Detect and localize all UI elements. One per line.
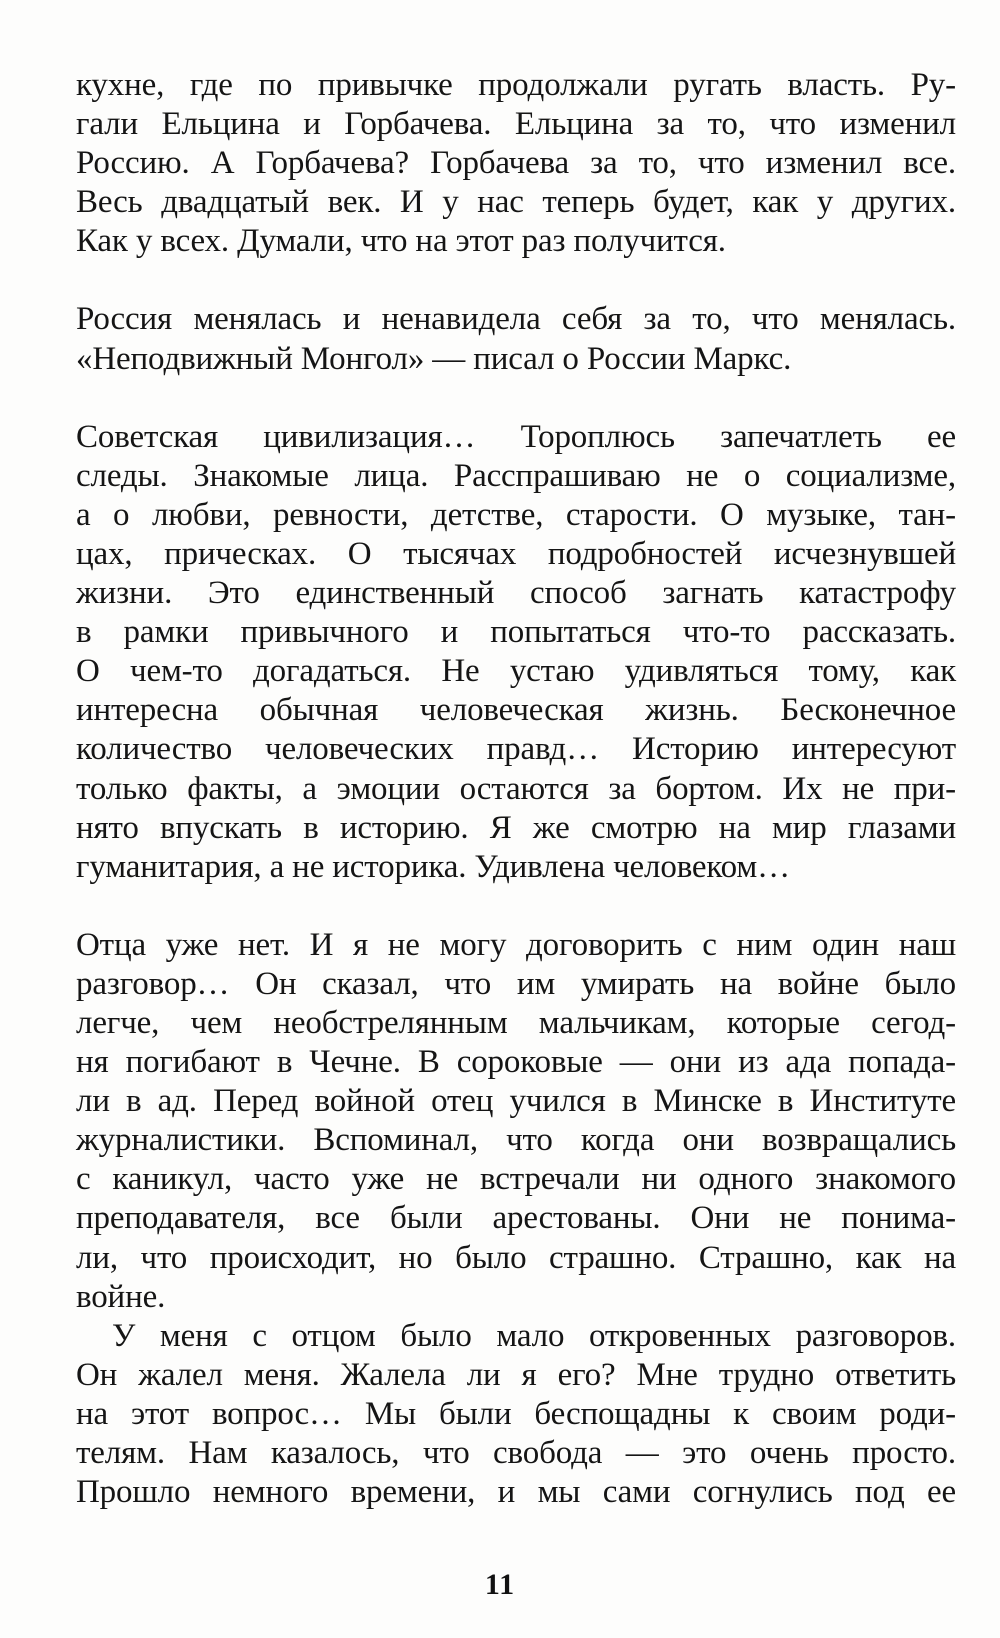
page-number: 11 bbox=[484, 1568, 516, 1601]
paragraph-2 bbox=[76, 300, 956, 378]
text-line: О чем-то догадаться. Не устаю удивляться тому, как bbox=[76, 653, 956, 690]
text-line: только факты, а эмоции остаются за бортом. Их не при- bbox=[76, 770, 956, 807]
text-line: ли, что происходит, но было страшно. Страшно, как на bbox=[76, 1239, 956, 1276]
paragraph-1 bbox=[76, 66, 956, 261]
text-line: в рамки привычного и попытаться что-то рассказать. bbox=[76, 614, 956, 651]
text-line: на этот вопрос… Мы были беспощадны к своим роди- bbox=[76, 1395, 956, 1432]
text-line: следы. Знакомые лица. Расспрашиваю не о социализме, bbox=[76, 457, 956, 494]
paragraph-5 bbox=[76, 1317, 956, 1512]
text-line: Он жалел меня. Жалела ли я его? Мне трудно ответить bbox=[76, 1356, 956, 1393]
text-line: Отца уже нет. И я не могу договорить с ним один наш bbox=[76, 926, 956, 963]
text-line: журналистики. Вспоминал, что когда они возвращались bbox=[76, 1122, 956, 1159]
text-line: интересна обычная человеческая жизнь. Бесконечное bbox=[76, 692, 956, 729]
text-line: цах, прическах. О тысячах подробностей исчезнувшей bbox=[76, 535, 956, 572]
text-line: гуманитария, а не историка. Удивлена человеком… bbox=[76, 848, 790, 885]
text-line: телям. Нам казалось, что свобода — это очень просто. bbox=[76, 1435, 956, 1471]
text-line: количество человеческих правд… Историю интересуют bbox=[76, 731, 956, 768]
text-line: ли в ад. Перед войной отец учился в Минске в Институте bbox=[76, 1083, 956, 1120]
text-line: нято впускать в историю. Я же смотрю на мир глазами bbox=[76, 809, 956, 846]
paragraph-3 bbox=[76, 418, 956, 887]
text-line: Весь двадцатый век. И у нас теперь будет, как у других. bbox=[76, 184, 956, 221]
text-line: легче, чем необстрелянным мальчикам, которые сегод- bbox=[76, 1004, 956, 1041]
text-line: преподавателя, все были арестованы. Они не понима- bbox=[76, 1200, 956, 1237]
text-line: Советская цивилизация… Тороплюсь запечатлеть ее bbox=[76, 418, 956, 455]
text-line: гали Ельцина и Горбачева. Ельцина за то, что изменил bbox=[76, 106, 956, 143]
text-line: разговор… Он сказал, что им умирать на войне было bbox=[76, 965, 956, 1002]
text-line: с каникул, часто уже не встречали ни одного знакомого bbox=[76, 1161, 956, 1198]
text-line: Россия менялась и ненавидела себя за то, что менялась. bbox=[76, 301, 956, 338]
text-line: Россию. А Горбачева? Горбачева за то, что изменил все. bbox=[76, 145, 956, 182]
text-line: жизни. Это единственный способ загнать катастрофу bbox=[76, 575, 956, 612]
paragraph-4 bbox=[76, 926, 956, 1317]
text-line: кухне, где по привычке продолжали ругать власть. Ру- bbox=[76, 67, 956, 103]
text-line: войне. bbox=[76, 1278, 166, 1315]
body-text bbox=[76, 66, 956, 1512]
text-line: У меня с отцом было мало откровенных разговоров. bbox=[112, 1317, 956, 1354]
text-line: ня погибают в Чечне. В сороковые — они из ада попада- bbox=[76, 1044, 956, 1081]
text-line: Прошло немного времени, и мы сами согнулись под ее bbox=[76, 1474, 956, 1511]
text-line: а о любви, ревности, детстве, старости. О музыке, тан- bbox=[76, 496, 956, 533]
text-line: «Неподвижный Монгол» — писал о России Маркс. bbox=[76, 340, 792, 377]
text-line: Как у всех. Думали, что на этот раз получится. bbox=[76, 223, 726, 260]
